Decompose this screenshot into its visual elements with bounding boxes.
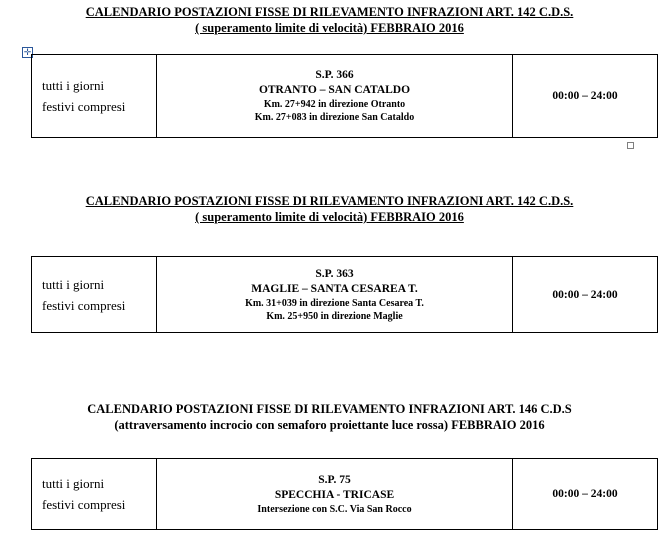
days-line-2: festivi compresi (42, 99, 126, 114)
heading-1-line-2: ( superamento limite di velocità) FEBBRAIO 2016 (195, 21, 464, 35)
section-2-heading (0, 193, 659, 225)
heading-2-line-2: ( superamento limite di velocità) FEBBRAIO 2016 (195, 210, 464, 224)
heading-3-line-1: CALENDARIO POSTAZIONI FISSE DI RILEVAMENTO INFRAZIONI ART. 146 C.D.S (87, 402, 572, 416)
road-label-2: S.P. 363 (315, 267, 354, 280)
road-label-3: S.P. 75 (318, 473, 351, 486)
days-cell-2 (32, 257, 157, 333)
location-cell-2 (157, 257, 513, 333)
schedule-table-2 (31, 256, 658, 333)
heading-1 (0, 4, 659, 36)
section-3-heading (0, 401, 659, 433)
table-row (32, 459, 658, 530)
days-line-2: festivi compresi (42, 297, 126, 313)
days-line-1: tutti i giorni (42, 476, 105, 491)
detail-2b: Km. 25+950 in direzione Maglie (266, 310, 403, 322)
route-label-1: OTRANTO – SAN CATALDO (258, 84, 411, 96)
table-row (32, 55, 658, 138)
table-row (32, 257, 658, 333)
heading-2-line-1: CALENDARIO POSTAZIONI FISSE DI RILEVAMENTO INFRAZIONI ART. 142 C.D.S. (85, 194, 574, 208)
table-move-handle-icon[interactable]: ✛ (23, 47, 32, 57)
hours-cell-2: 00:00 – 24:00 (513, 257, 658, 333)
detail-3a: Intersezione con S.C. Via San Rocco (257, 503, 412, 515)
section-1-heading (0, 4, 659, 36)
heading-2 (0, 193, 659, 225)
route-label-3: SPECCHIA - TRICASE (274, 488, 395, 501)
hours-cell-1: 00:00 – 24:00 (513, 55, 658, 138)
detail-1a: Km. 27+942 in direzione Otranto (263, 99, 406, 110)
road-label-1: S.P. 366 (315, 69, 354, 81)
schedule-table-3 (31, 458, 658, 530)
hours-cell-3: 00:00 – 24:00 (513, 459, 658, 530)
route-label-2: MAGLIE – SANTA CESAREA T. (251, 282, 418, 295)
table-resize-handle[interactable] (627, 142, 634, 149)
days-line-2: festivi compresi (42, 497, 126, 512)
days-cell-3 (32, 459, 157, 530)
location-cell-3 (157, 459, 513, 530)
heading-3 (0, 401, 659, 433)
days-line-1: tutti i giorni (42, 276, 105, 292)
detail-2a: Km. 31+039 in direzione Santa Cesarea T. (245, 297, 424, 309)
days-cell-1 (32, 55, 157, 138)
schedule-table-1 (31, 54, 658, 138)
location-cell-1 (157, 55, 513, 138)
heading-3-line-2: (attraversamento incrocio con semaforo proiettante luce rossa) FEBBRAIO 2016 (114, 418, 545, 432)
days-line-1: tutti i giorni (42, 78, 105, 93)
detail-1b: Km. 27+083 in direzione San Cataldo (254, 112, 415, 123)
heading-1-line-1: CALENDARIO POSTAZIONI FISSE DI RILEVAMENTO INFRAZIONI ART. 142 C.D.S. (85, 5, 574, 19)
